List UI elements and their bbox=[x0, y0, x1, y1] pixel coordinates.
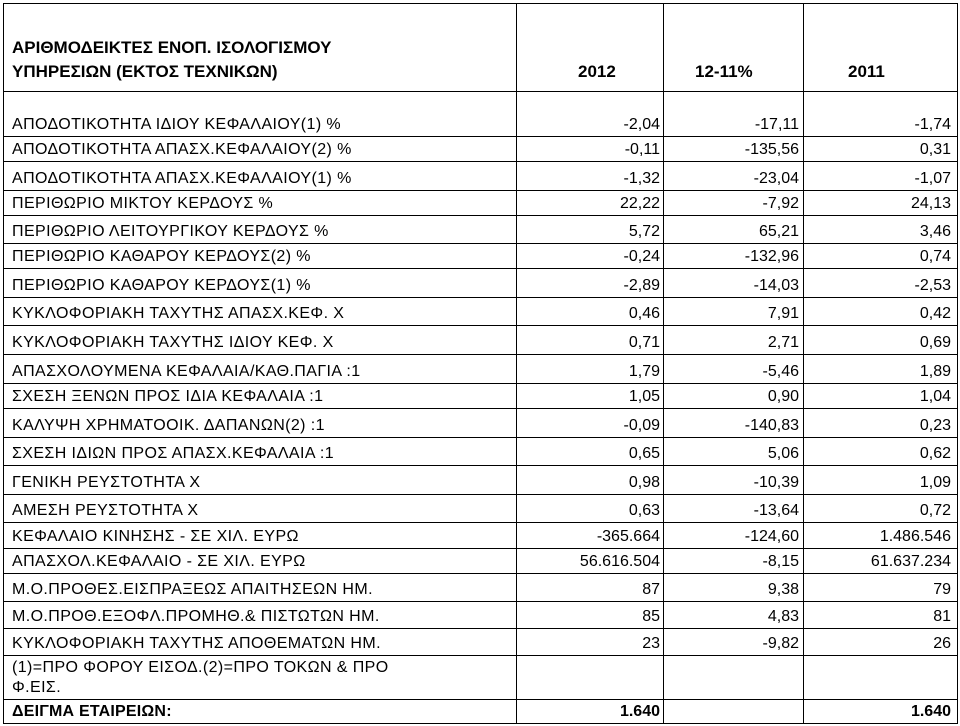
row-label: ΚΑΛΥΨΗ ΧΡΗΜΑΤΟΟΙΚ. ΔΑΠΑΝΩΝ(2) :1 bbox=[12, 417, 325, 434]
row-value-change: 9,38 bbox=[767, 581, 799, 598]
row-value-2011: 0,42 bbox=[919, 305, 951, 322]
row-label: ΠΕΡΙΘΩΡΙΟ ΚΑΘΑΡΟΥ ΚΕΡΔΟΥΣ(2) % bbox=[12, 248, 311, 265]
row-value-2011: -2,53 bbox=[914, 277, 951, 294]
table-row bbox=[3, 574, 958, 601]
row-value-change: 4,83 bbox=[767, 608, 799, 625]
row-label: Μ.Ο.ΠΡΟΘ.ΕΞΟΦΛ.ΠΡΟΜΗΘ.& ΠΙΣΤΩΤΩΝ ΗΜ. bbox=[12, 608, 380, 625]
table-row bbox=[3, 549, 958, 573]
footnote-line1: (1)=ΠΡΟ ΦΟΡΟΥ ΕΙΣΟΔ.(2)=ΠΡΟ ΤΟΚΩΝ & ΠΡΟ bbox=[12, 659, 389, 676]
row-value-change: -14,03 bbox=[753, 277, 799, 294]
row-label: ΑΠΑΣΧΟΛ.ΚΕΦΑΛΑΙΟ - ΣΕ ΧΙΛ. ΕΥΡΩ bbox=[12, 553, 306, 570]
bottom-border bbox=[3, 723, 958, 724]
row-value-2012: 0,71 bbox=[628, 334, 660, 351]
row-value-change: -13,64 bbox=[753, 502, 799, 519]
row-value-change: -140,83 bbox=[744, 417, 799, 434]
header-col-2011: 2011 bbox=[848, 62, 885, 81]
row-value-change: -9,82 bbox=[762, 635, 799, 652]
row-label: ΑΜΕΣΗ ΡΕΥΣΤΟΤΗΤΑ Χ bbox=[12, 502, 199, 519]
row-value-2011: 0,74 bbox=[919, 248, 951, 265]
row-value-change: 0,90 bbox=[767, 388, 799, 405]
row-label: ΠΕΡΙΘΩΡΙΟ ΚΑΘΑΡΟΥ ΚΕΡΔΟΥΣ(1) % bbox=[12, 277, 311, 294]
table-row bbox=[3, 409, 958, 437]
table-row bbox=[3, 191, 958, 215]
header-bottom-line bbox=[3, 91, 958, 92]
row-label: Μ.Ο.ΠΡΟΘΕΣ.ΕΙΣΠΡΑΞΕΩΣ ΑΠΑΙΤΗΣΕΩΝ ΗΜ. bbox=[12, 581, 373, 598]
table-row bbox=[3, 137, 958, 161]
row-value-change: -23,04 bbox=[753, 170, 799, 187]
row-label: ΑΠΑΣΧΟΛΟΥΜΕΝΑ ΚΕΦΑΛΑΙΑ/ΚΑΘ.ΠΑΓΙΑ :1 bbox=[12, 363, 361, 380]
row-value-2011: 0,31 bbox=[919, 141, 951, 158]
sample-row bbox=[3, 700, 958, 723]
footnote-line2: Φ.ΕΙΣ. bbox=[12, 679, 62, 696]
table-row bbox=[3, 355, 958, 383]
row-label: ΚΥΚΛΟΦΟΡΙΑΚΗ ΤΑΧΥΤΗΣ ΙΔΙΟΥ ΚΕΦ. Χ bbox=[12, 334, 334, 351]
row-value-2012: 87 bbox=[642, 581, 660, 598]
row-value-change: -10,39 bbox=[753, 474, 799, 491]
table-row bbox=[3, 523, 958, 548]
row-value-2011: 1,04 bbox=[919, 388, 951, 405]
table-row bbox=[3, 112, 958, 136]
row-value-2012: -2,89 bbox=[623, 277, 660, 294]
row-label: ΚΕΦΑΛΑΙΟ ΚΙΝΗΣΗΣ - ΣΕ ΧΙΛ. ΕΥΡΩ bbox=[12, 528, 299, 545]
row-value-2011: 1.486.546 bbox=[879, 528, 951, 545]
row-label: ΚΥΚΛΟΦΟΡΙΑΚΗ ΤΑΧΥΤΗΣ ΑΠΑΣΧ.ΚΕΦ. Χ bbox=[12, 305, 345, 322]
row-value-2012: 0,65 bbox=[628, 445, 660, 462]
row-value-change: 2,71 bbox=[767, 334, 799, 351]
row-label: ΚΥΚΛΟΦΟΡΙΑΚΗ ΤΑΧΥΤΗΣ ΑΠΟΘΕΜΑΤΩΝ ΗΜ. bbox=[12, 635, 381, 652]
row-value-2012: 22,22 bbox=[619, 195, 660, 212]
row-value-change: 7,91 bbox=[767, 305, 799, 322]
row-value-2012: 0,63 bbox=[628, 502, 660, 519]
row-value-2011: 81 bbox=[933, 608, 951, 625]
row-value-2012: 1,05 bbox=[628, 388, 660, 405]
header-col-2012: 2012 bbox=[578, 62, 616, 81]
table-row bbox=[3, 326, 958, 354]
footnote-row bbox=[3, 656, 958, 699]
row-label: ΣΧΕΣΗ ΙΔΙΩΝ ΠΡΟΣ ΑΠΑΣΧ.ΚΕΦΑΛΑΙΑ :1 bbox=[12, 445, 334, 462]
row-value-2011: 1,89 bbox=[919, 363, 951, 380]
sample-label: ΔΕΙΓΜΑ ΕΤΑΙΡΕΙΩΝ: bbox=[12, 703, 172, 720]
row-value-change: 65,21 bbox=[758, 223, 799, 240]
table-row bbox=[3, 629, 958, 655]
table-row bbox=[3, 162, 958, 190]
row-label: ΓΕΝΙΚΗ ΡΕΥΣΤΟΤΗΤΑ Χ bbox=[12, 474, 201, 491]
row-value-2011: 0,23 bbox=[919, 417, 951, 434]
row-value-change: -7,92 bbox=[762, 195, 799, 212]
row-value-change: 5,06 bbox=[767, 445, 799, 462]
table-row bbox=[3, 466, 958, 494]
table-row bbox=[3, 298, 958, 325]
table-row bbox=[3, 438, 958, 465]
row-value-2011: 0,69 bbox=[919, 334, 951, 351]
row-value-2011: -1,07 bbox=[914, 170, 951, 187]
row-label: ΑΠΟΔΟΤΙΚΟΤΗΤΑ ΙΔΙΟΥ ΚΕΦΑΛΑΙΟΥ(1) % bbox=[12, 116, 342, 133]
table-row bbox=[3, 269, 958, 297]
row-label: ΠΕΡΙΘΩΡΙΟ ΜΙΚΤΟΥ ΚΕΡΔΟΥΣ % bbox=[12, 195, 274, 212]
row-label: ΑΠΟΔΟΤΙΚΟΤΗΤΑ ΑΠΑΣΧ.ΚΕΦΑΛΑΙΟΥ(1) % bbox=[12, 170, 352, 187]
row-value-2011: 0,72 bbox=[919, 502, 951, 519]
header-title-line1: ΑΡΙΘΜΟΔΕΙΚΤΕΣ ΕΝΟΠ. ΙΣΟΛΟΓΙΣΜΟΥ bbox=[12, 38, 332, 57]
row-value-2012: 1,79 bbox=[628, 363, 660, 380]
row-value-2012: 85 bbox=[642, 608, 660, 625]
row-value-2011: 1,09 bbox=[919, 474, 951, 491]
sample-value-2011: 1.640 bbox=[910, 703, 951, 720]
row-value-2011: 24,13 bbox=[910, 195, 951, 212]
table-row bbox=[3, 495, 958, 522]
row-value-2011: -1,74 bbox=[914, 116, 951, 133]
row-label: ΠΕΡΙΘΩΡΙΟ ΛΕΙΤΟΥΡΓΙΚΟΥ ΚΕΡΔΟΥΣ % bbox=[12, 223, 329, 240]
sample-value-2012: 1.640 bbox=[619, 703, 660, 720]
row-value-change: -5,46 bbox=[762, 363, 799, 380]
row-value-2011: 79 bbox=[933, 581, 951, 598]
row-label: ΑΠΟΔΟΤΙΚΟΤΗΤΑ ΑΠΑΣΧ.ΚΕΦΑΛΑΙΟΥ(2) % bbox=[12, 141, 352, 158]
top-border bbox=[3, 3, 958, 4]
row-value-2012: 0,98 bbox=[628, 474, 660, 491]
row-value-2012: 0,46 bbox=[628, 305, 660, 322]
row-value-2012: 56.616.504 bbox=[579, 553, 660, 570]
table-row bbox=[3, 384, 958, 408]
row-label: ΣΧΕΣΗ ΞΕΝΩΝ ΠΡΟΣ ΙΔΙΑ ΚΕΦΑΛΑΙΑ :1 bbox=[12, 388, 324, 405]
row-value-2012: -0,24 bbox=[623, 248, 660, 265]
row-value-change: -132,96 bbox=[744, 248, 799, 265]
row-value-2012: -0,09 bbox=[623, 417, 660, 434]
row-value-change: -17,11 bbox=[754, 116, 799, 133]
row-value-2012: -365.664 bbox=[596, 528, 660, 545]
row-value-2011: 3,46 bbox=[919, 223, 951, 240]
row-value-2012: -2,04 bbox=[623, 116, 660, 133]
table-row bbox=[3, 602, 958, 628]
row-value-2012: 23 bbox=[642, 635, 660, 652]
header-col-change: 12-11% bbox=[695, 62, 753, 81]
row-value-2011: 61.637.234 bbox=[870, 553, 951, 570]
table-row bbox=[3, 244, 958, 268]
header-title-line2: ΥΠΗΡΕΣΙΩΝ (ΕΚΤΟΣ ΤΕΧΝΙΚΩΝ) bbox=[12, 62, 278, 81]
row-value-2012: -1,32 bbox=[623, 170, 660, 187]
row-value-2011: 0,62 bbox=[919, 445, 951, 462]
ratios-table bbox=[3, 3, 958, 724]
row-value-change: -8,15 bbox=[762, 553, 799, 570]
row-value-2011: 26 bbox=[933, 635, 951, 652]
row-value-change: -135,56 bbox=[744, 141, 799, 158]
row-value-2012: 5,72 bbox=[628, 223, 660, 240]
table-row bbox=[3, 216, 958, 243]
row-value-change: -124,60 bbox=[744, 528, 799, 545]
row-value-2012: -0,11 bbox=[624, 141, 660, 158]
